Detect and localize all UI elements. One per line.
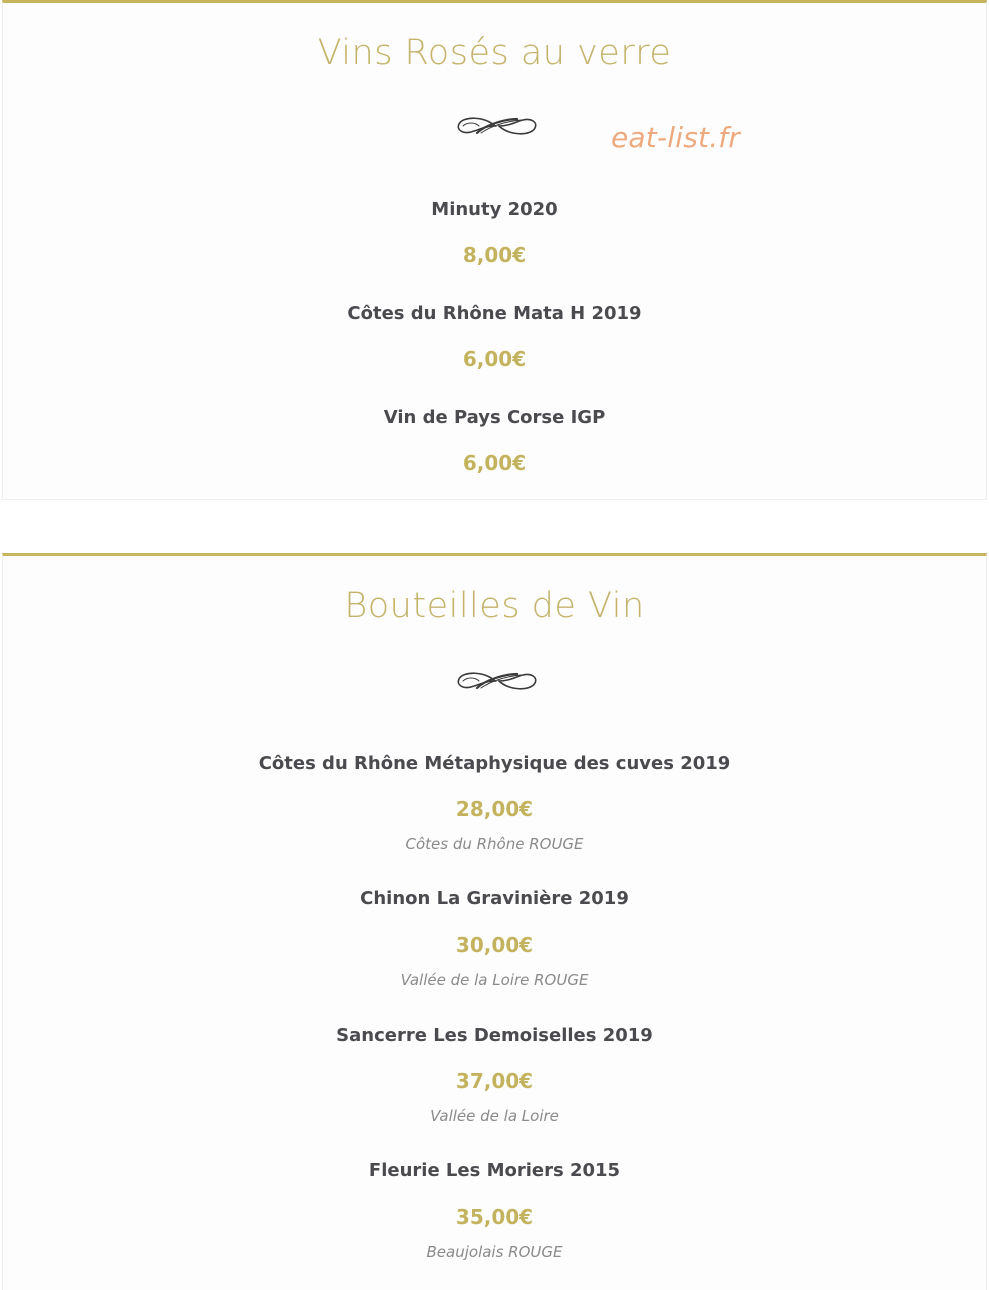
watermark-text: eat-list.fr xyxy=(611,121,741,154)
section-wine-bottles xyxy=(2,553,987,1290)
menu-item-price: 8,00€ xyxy=(462,243,527,267)
menu-item-name: Côtes du Rhône Métaphysique des cuves 2019 xyxy=(258,753,731,774)
menu-item-price: 6,00€ xyxy=(462,451,527,475)
menu-item-description: Beaujolais ROUGE xyxy=(426,1243,563,1261)
menu-item-name: Fleurie Les Moriers 2015 xyxy=(368,1160,621,1181)
menu-item-name: Sancerre Les Demoiselles 2019 xyxy=(336,1025,653,1046)
menu-item-price: 35,00€ xyxy=(455,1205,534,1229)
menu-item-description: Côtes du Rhône ROUGE xyxy=(405,835,584,853)
menu-item-price: 6,00€ xyxy=(462,347,527,371)
flourish-ornament-icon xyxy=(455,113,539,139)
menu-item-price: 30,00€ xyxy=(455,933,534,957)
section-title: Bouteilles de Vin xyxy=(344,586,645,626)
menu-item-price: 37,00€ xyxy=(455,1069,534,1093)
menu-item-description: Vallée de la Loire ROUGE xyxy=(400,971,589,989)
menu-item-name: Vin de Pays Corse IGP xyxy=(383,407,606,428)
menu-item-name: Minuty 2020 xyxy=(431,199,558,220)
flourish-ornament-icon xyxy=(455,668,539,694)
menu-item-price: 28,00€ xyxy=(455,797,534,821)
menu-item-name: Chinon La Gravinière 2019 xyxy=(360,888,629,909)
menu-item-description: Vallée de la Loire xyxy=(430,1107,559,1125)
menu-item-name: Côtes du Rhône Mata H 2019 xyxy=(347,303,642,324)
section-title: Vins Rosés au verre xyxy=(317,33,672,73)
section-roses-by-glass xyxy=(2,0,987,500)
